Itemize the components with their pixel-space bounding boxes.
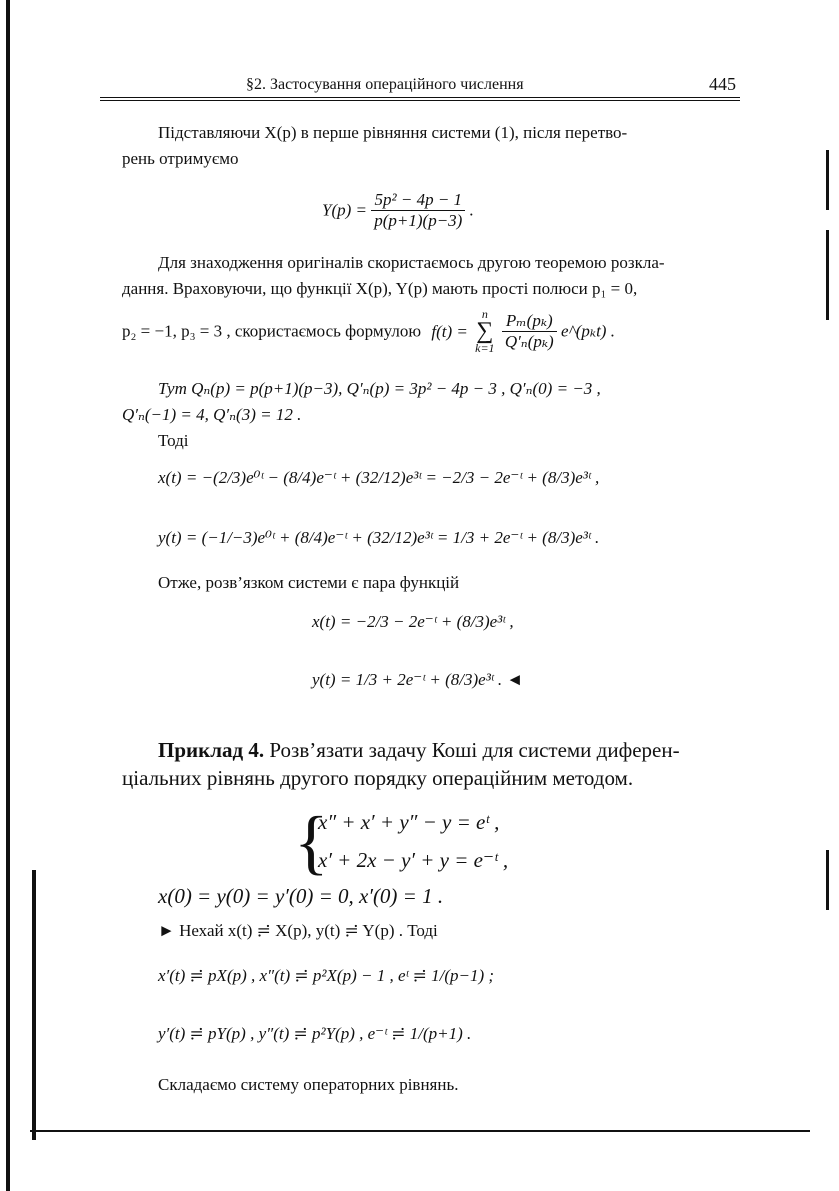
- eq-Y-lhs: Y(p) =: [322, 200, 367, 220]
- sum-sign: ∑: [476, 318, 494, 344]
- bottom-rule: [30, 1130, 810, 1132]
- para3-line2: Q′ₙ(−1) = 4, Q′ₙ(3) = 12 .: [122, 405, 302, 424]
- eq-Y-num: 5p² − 4p − 1: [371, 190, 465, 211]
- header-rule-2: [100, 100, 740, 101]
- example-text1: Розв’язати задачу Коші для системи диферен-: [264, 738, 680, 762]
- para1-line1: Підставляючи X(p) в перше рівняння системи (1), після перетво-: [158, 123, 628, 142]
- header-title: §2. Застосування операційного числення: [246, 76, 524, 93]
- sol-x: x(t) = −2/3 − 2e⁻ᵗ + (8/3)e³ᵗ ,: [312, 612, 514, 631]
- formula-num: Pₘ(pₖ): [502, 311, 557, 332]
- formula-lhs: f(t) =: [431, 321, 468, 341]
- initial-conditions: x(0) = y(0) = y′(0) = 0, x′(0) = 1 .: [158, 884, 444, 908]
- example-line1: [158, 738, 680, 763]
- example-label: Приклад 4.: [158, 738, 265, 762]
- transform-line2: y′(t) ≓ pY(p) , y″(t) ≓ p²Y(p) , e⁻ᵗ ≓ 1/(p+1) .: [158, 1024, 472, 1043]
- transform-line1: x′(t) ≓ pX(p) , x″(t) ≓ p²X(p) − 1 , eᵗ ≓ 1/(p−1) ;: [158, 966, 495, 985]
- formula-exp: e^(pₖt) .: [560, 321, 615, 341]
- eq-Y: [322, 190, 474, 231]
- header-rule: [100, 97, 740, 98]
- eq-Y-den: p(p+1)(p−3): [374, 211, 463, 230]
- scan-edge-right-2: [826, 230, 829, 320]
- page-number: 445: [709, 74, 736, 94]
- sol-y: y(t) = 1/3 + 2e⁻ᵗ + (8/3)e³ᵗ . ◄: [312, 670, 524, 689]
- para2-line1: Для знаходження оригіналів скористаємось другою теоремою розкла-: [158, 253, 665, 272]
- scan-edge-right-3: [826, 850, 829, 910]
- eq-Y-end: .: [469, 200, 474, 220]
- sum-top: n: [481, 307, 488, 321]
- eq-x: x(t) = −(2/3)e⁰ᵗ − (8/4)e⁻ᵗ + (32/12)e³ᵗ = −2/3 − 2e⁻ᵗ + (8/3)e³ᵗ ,: [158, 468, 600, 487]
- eq-y: y(t) = (−1/−3)e⁰ᵗ + (8/4)e⁻ᵗ + (32/12)e³ᵗ = 1/3 + 2e⁻ᵗ + (8/3)e³ᵗ .: [158, 528, 600, 547]
- scan-edge-left-bottom: [32, 870, 36, 1140]
- para2-line2: дання. Враховуючи, що функції X(p), Y(p) мають прості полюси p₁ = 0,: [122, 279, 638, 298]
- para5-last-line: Складаємо систему операторних рівнянь.: [158, 1075, 459, 1094]
- formula-fraction: [502, 311, 557, 352]
- running-header: [160, 76, 738, 98]
- system-eq1: x″ + x′ + y″ − y = eᵗ ,: [318, 810, 500, 834]
- para4: Отже, розв’язком системи є пара функцій: [158, 573, 460, 592]
- system-brace: {: [294, 802, 329, 882]
- para1-line2: рень отримуємо: [122, 149, 239, 168]
- para5-line1: ► Нехай x(t) ≓ X(p), y(t) ≓ Y(p) . Тоді: [158, 921, 438, 940]
- scan-edge-right-1: [826, 150, 829, 210]
- example-line2: ціальних рівнянь другого порядку операційним методом.: [122, 766, 634, 790]
- para3-line1: Тут Qₙ(p) = p(p+1)(p−3), Q′ₙ(p) = 3p² − 4p − 3 , Q′ₙ(0) = −3 ,: [158, 379, 601, 398]
- para3-line3: Тоді: [158, 431, 189, 450]
- scan-edge-left: [6, 0, 10, 1191]
- sum-operator: [475, 308, 494, 354]
- eq-Y-fraction: [371, 190, 465, 231]
- system-eq2: x′ + 2x − y′ + y = e⁻ᵗ ,: [318, 848, 509, 872]
- para2-line3: [122, 308, 615, 354]
- formula-den: Q′ₙ(pₖ): [504, 331, 554, 351]
- sum-bottom: k=1: [475, 341, 495, 355]
- para2-line3-text: p₂ = −1, p₃ = 3 , скористаємось формулою: [122, 321, 422, 341]
